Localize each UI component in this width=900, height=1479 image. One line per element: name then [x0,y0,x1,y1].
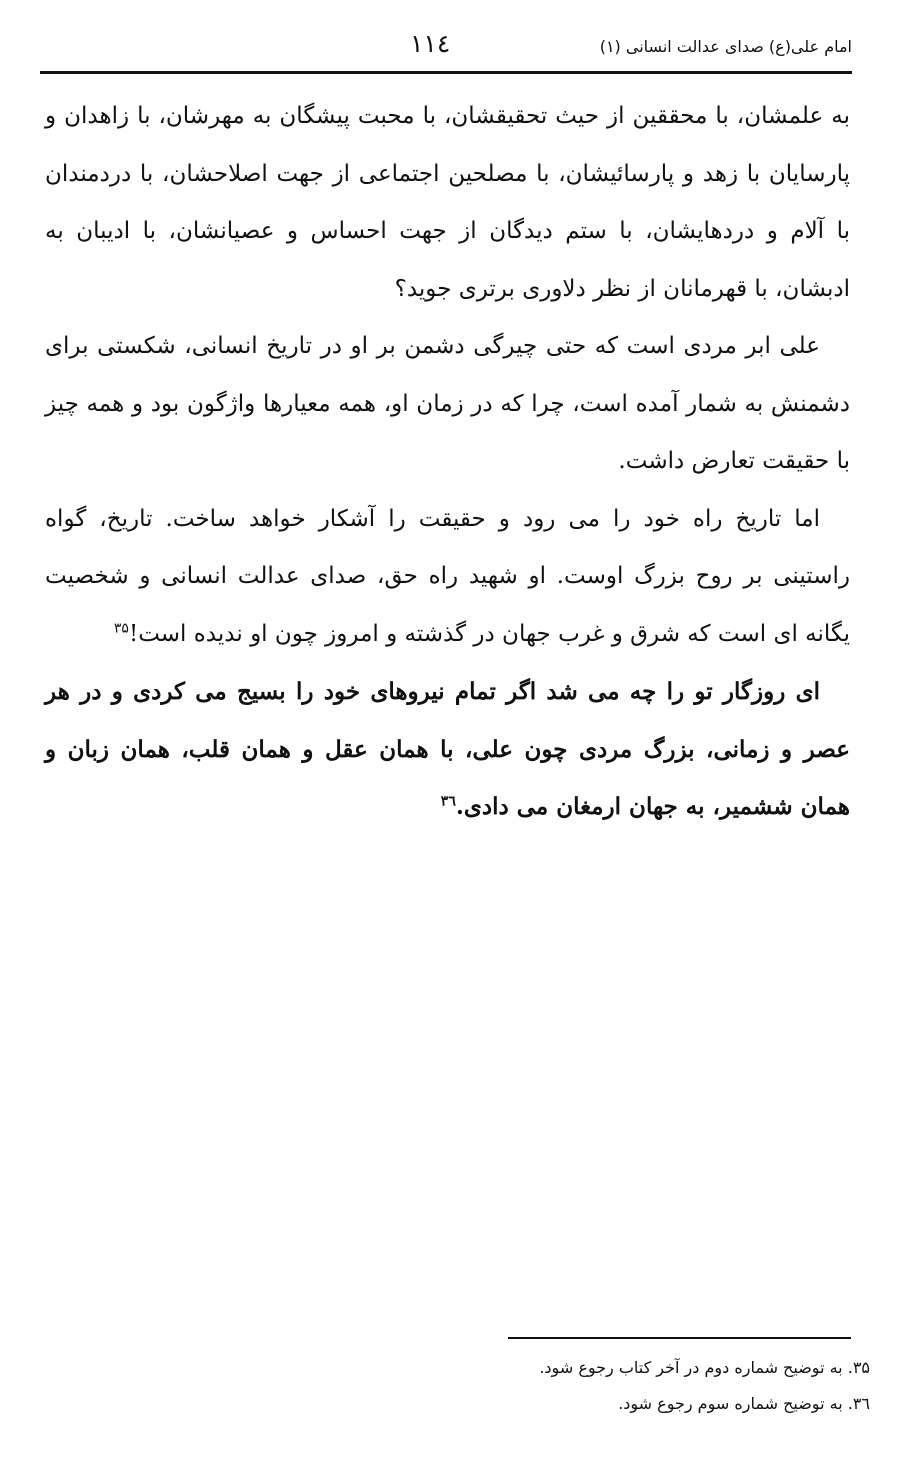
page-header [40,28,852,72]
paragraph-2-text: علی ابر مردی است که حتی چیرگی دشمن بر او در تاریخ انسانی، شکستی برای دشمنش به شمار آمده است، چرا که در زمان او، همه معیارها واژگون بود و همه چیز با حقیقت تعارض داشت. [45,333,850,474]
footnote-36: ۳٦. به توضیح شماره سوم رجوع شود. [618,1394,870,1413]
header-divider [40,71,852,74]
page-number: ۱۱٤ [410,29,451,58]
footnote-divider [508,1337,851,1339]
footnote-35: ۳۵. به توضیح شماره دوم در آخر کتاب رجوع شود. [539,1358,870,1377]
body-text [45,88,850,836]
running-title: امام علی(ع) صدای عدالت انسانی (۱) [599,37,852,56]
paragraph-1 [45,88,850,318]
footnote-ref-35[interactable]: ۳۵ [113,619,129,636]
paragraph-4 [45,663,850,836]
paragraph-2 [45,318,850,491]
paragraph-3-text: اما تاریخ راه خود را می رود و حقیقت را آشکار خواهد ساخت. تاریخ، گواه راستینی بر روح بزرگ اوست. او شهید راه حق، صدای عدالت انسانی و شخصیت یگانه ای است که شرق و غرب جهان در گذشته و امروز چون او ندیده است! [45,505,850,647]
paragraph-4-text: ای روزگار تو را چه می شد اگر تمام نیروهای خود را بسیج می کردی و در هر عصر و زمانی، بزرگ مردی چون علی، با همان عقل و همان قلب، همان زبان و همان ششمیر، به جهان ارمغان می دادی. [45,678,850,820]
paragraph-3 [45,491,850,664]
footnotes [270,1350,870,1422]
footnote-ref-36[interactable]: ۳٦ [440,793,456,810]
paragraph-1-text: به علمشان، با محققین از حیث تحقیقشان، با محبت پیشگان به مهرشان، با زاهدان و پارسایان با زهد و پارسائیشان، با مصلحین اجتماعی از جهت اصلاحشان، با دردمندان با آلام و دردهایشان، با ستم دیدگان از جهت احساس و عصیانشان، با ادیبان به ادبشان، با قهرمانان از نظر دلاوری برتری جوید؟ [45,103,850,302]
